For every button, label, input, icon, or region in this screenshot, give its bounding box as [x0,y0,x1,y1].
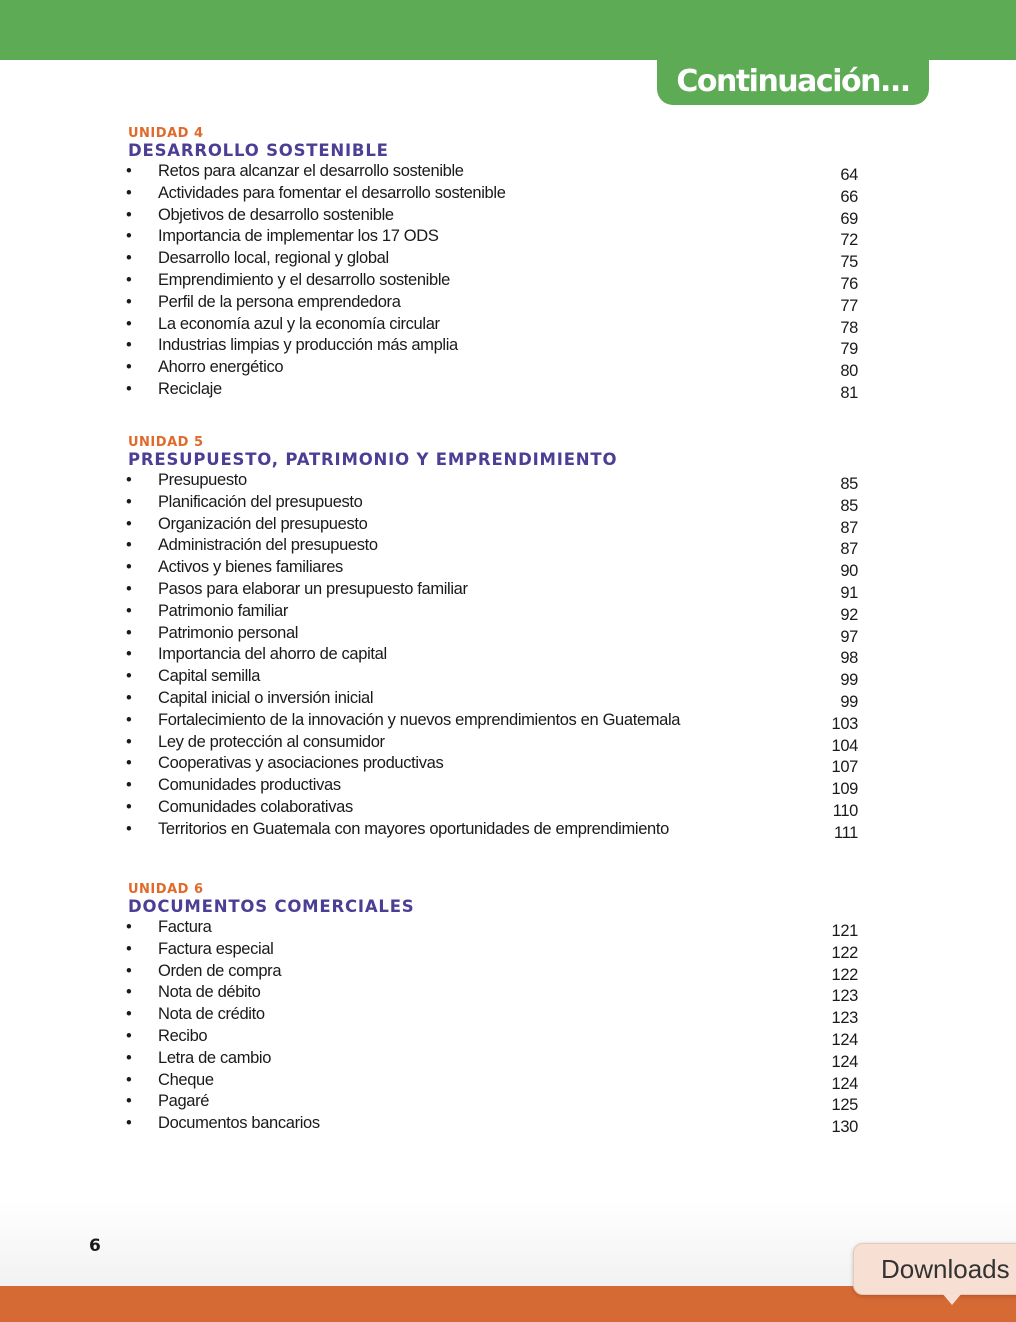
toc-entry[interactable] [128,492,868,514]
toc-entry[interactable] [128,1113,868,1135]
toc-entry[interactable] [128,775,868,797]
bullet: • [126,227,132,246]
toc-entry-title: Recibo [158,1026,208,1045]
bullet: • [126,314,132,333]
bullet: • [126,492,132,511]
toc-entry-page: 109 [831,780,858,799]
toc-entry[interactable] [128,939,868,961]
toc-entry-page: 80 [840,362,858,381]
toc-entry-title: Comunidades colaborativas [158,797,353,816]
toc-entry-page: 91 [840,583,858,602]
unit-label: UNIDAD 5 [128,435,204,450]
toc-entry[interactable] [128,357,868,379]
toc-entry-page: 107 [831,758,858,777]
toc-entry[interactable] [128,644,868,666]
toc-entry[interactable] [128,470,868,492]
toc-entry-page: 64 [840,166,858,184]
bullet: • [126,292,132,311]
bullet: • [126,249,132,268]
toc-entry-title: Planificación del presupuesto [158,492,363,511]
page-number: 6 [89,1236,101,1256]
bullet: • [126,358,132,377]
toc-entry[interactable] [128,666,868,688]
toc-entry[interactable] [128,819,868,841]
toc-entry-page: 87 [840,518,858,537]
bullet: • [126,688,132,707]
toc-entry[interactable] [128,1026,868,1048]
toc-entry[interactable] [128,579,868,601]
toc-entry[interactable] [128,161,868,183]
bullet: • [126,1114,132,1133]
toc-entry-title: Emprendimiento y el desarrollo sostenible [158,270,450,289]
toc-entry-title: Patrimonio personal [158,623,299,642]
toc-entry[interactable] [128,514,868,536]
toc-entry[interactable] [128,601,868,623]
bullet: • [126,918,132,936]
bullet: • [126,645,132,664]
toc-entry-title: Actividades para fomentar el desarrollo sostenible [158,183,506,202]
toc-entry-page: 85 [840,475,858,493]
toc-entry[interactable] [128,248,868,270]
toc-entry-title: Importancia del ahorro de capital [158,645,387,664]
toc-entry[interactable] [128,1004,868,1026]
downloads-button[interactable] [853,1243,1016,1295]
toc-entry[interactable] [128,982,868,1004]
toc-entry[interactable] [128,226,868,248]
toc-entry[interactable] [128,1091,868,1113]
bullet: • [126,205,132,224]
toc-entry-title: Cooperativas y asociaciones productivas [158,754,444,773]
bullet: • [126,961,132,980]
unit-label: UNIDAD 4 [128,126,204,141]
bullet: • [126,667,132,686]
toc-entry-title: Administración del presupuesto [158,536,378,555]
toc-entry-page: 123 [831,1009,858,1028]
bullet: • [126,336,132,355]
toc-entry-title: Nota de crédito [158,1005,265,1024]
toc-entry-page: 97 [840,627,858,646]
bullet: • [126,379,132,398]
toc-entry-page: 79 [840,340,858,359]
toc-entry-page: 76 [840,274,858,293]
toc-entry-page: 124 [831,1074,858,1093]
bullet: • [126,797,132,816]
unit-6-items [128,917,868,1135]
bullet: • [126,819,132,838]
toc-entry-title: Importancia de implementar los 17 ODS [158,227,439,246]
toc-entry-title: Capital inicial o inversión inicial [158,688,374,707]
bullet: • [126,776,132,795]
toc-entry[interactable] [128,797,868,819]
toc-entry[interactable] [128,753,868,775]
toc-entry-title: La economía azul y la economía circular [158,314,440,333]
toc-entry-page: 99 [840,692,858,711]
toc-entry-page: 125 [831,1096,858,1115]
toc-entry-title: Comunidades productivas [158,776,341,795]
bullet: • [126,1070,132,1089]
unit-4-section [128,127,868,401]
unit-title: PRESUPUESTO, PATRIMONIO Y EMPRENDIMIENTO [128,450,618,469]
toc-entry-title: Factura especial [158,939,274,958]
bullet: • [126,983,132,1002]
toc-entry-title: Pasos para elaborar un presupuesto familiar [158,579,468,598]
toc-entry[interactable] [128,710,868,732]
toc-entry-page: 72 [840,231,858,250]
toc-entry-page: 87 [840,540,858,559]
toc-entry[interactable] [128,623,868,645]
toc-entry-page: 123 [831,987,858,1006]
unit-5-items [128,470,868,841]
bullet: • [126,1048,132,1067]
toc-entry-page: 103 [831,714,858,733]
toc-entry-title: Organización del presupuesto [158,514,368,533]
toc-entry-title: Letra de cambio [158,1048,272,1067]
continuation-label: Continuación... [676,64,910,99]
unit-title: DOCUMENTOS COMERCIALES [128,897,415,916]
toc-entry-page: 121 [831,922,858,940]
toc-entry-title: Activos y bienes familiares [158,558,343,577]
toc-entry-title: Nota de débito [158,983,261,1002]
toc-entry[interactable] [128,183,868,205]
toc-entry[interactable] [128,557,868,579]
bullet: • [126,536,132,555]
bullet: • [126,754,132,773]
toc-entry-title: Cheque [158,1070,214,1089]
toc-entry-page: 78 [840,318,858,337]
unit-4-items [128,161,868,401]
downloads-label: Downloads [881,1253,1010,1284]
continuation-tab [657,58,929,105]
toc-entry-title: Patrimonio familiar [158,601,288,620]
unit-title: DESARROLLO SOSTENIBLE [128,141,389,160]
toc-entry-title: Retos para alcanzar el desarrollo sostenible [158,162,464,180]
toc-entry-title: Perfil de la persona emprendedora [158,292,401,311]
toc-entry[interactable] [128,379,868,401]
toc-entry-page: 69 [840,209,858,228]
toc-entry-title: Presupuesto [158,471,247,489]
toc-entry-page: 122 [831,943,858,962]
toc-entry-title: Ahorro energético [158,358,284,377]
toc-entry-title: Ley de protección al consumidor [158,732,385,751]
bullet: • [126,939,132,958]
toc-entry[interactable] [128,535,868,557]
top-green-bar [0,0,1016,60]
bullet: • [126,601,132,620]
toc-entry-title: Fortalecimiento de la innovación y nuevos emprendimientos en Guatemala [158,710,681,729]
bullet: • [126,1026,132,1045]
toc-entry-page: 85 [840,496,858,515]
bullet: • [126,471,132,489]
bullet: • [126,732,132,751]
bullet: • [126,1092,132,1111]
toc-entry-page: 124 [831,1030,858,1049]
bullet: • [126,623,132,642]
downloads-pointer [942,1293,962,1305]
bullet: • [126,558,132,577]
toc-entry-page: 92 [840,605,858,624]
toc-entry-page: 122 [831,965,858,984]
toc-entry-title: Territorios en Guatemala con mayores oportunidades de emprendimiento [158,819,669,838]
toc-entry[interactable] [128,292,868,314]
bullet: • [126,183,132,202]
bullet: • [126,1005,132,1024]
toc-entry-page: 75 [840,253,858,272]
bullet: • [126,710,132,729]
bullet: • [126,270,132,289]
toc-entry[interactable] [128,205,868,227]
bullet: • [126,514,132,533]
toc-entry-title: Pagaré [158,1092,210,1111]
toc-entry[interactable] [128,732,868,754]
toc-entry-title: Desarrollo local, regional y global [158,249,389,268]
toc-entry-page: 99 [840,671,858,690]
toc-entry-page: 111 [833,823,858,842]
toc-entry-title: Documentos bancarios [158,1114,320,1133]
toc-entry-title: Factura [158,918,212,936]
toc-entry[interactable] [128,270,868,292]
toc-entry-title: Capital semilla [158,667,261,686]
toc-entry-page: 90 [840,562,858,581]
toc-entry-title: Objetivos de desarrollo sostenible [158,205,394,224]
toc-entry-page: 66 [840,187,858,206]
unit-5-section [128,436,868,841]
toc-entry[interactable] [128,961,868,983]
toc-entry-page: 81 [840,383,858,402]
toc-entry-page: 77 [840,296,858,315]
toc-entry[interactable] [128,335,868,357]
toc-entry-page: 104 [831,736,858,755]
toc-entry[interactable] [128,1070,868,1092]
toc-entry[interactable] [128,917,868,939]
toc-entry-page: 98 [840,649,858,668]
toc-entry-page: 130 [831,1118,858,1137]
unit-6-section [128,883,868,1135]
toc-entry[interactable] [128,688,868,710]
toc-entry-title: Orden de compra [158,961,282,980]
toc-entry-page: 110 [832,801,858,820]
toc-entry[interactable] [128,314,868,336]
unit-label: UNIDAD 6 [128,882,204,897]
bullet: • [126,579,132,598]
toc-entry[interactable] [128,1048,868,1070]
toc-entry-page: 124 [831,1052,858,1071]
bullet: • [126,162,132,180]
toc-entry-title: Reciclaje [158,379,222,398]
toc-entry-title: Industrias limpias y producción más amplia [158,336,458,355]
